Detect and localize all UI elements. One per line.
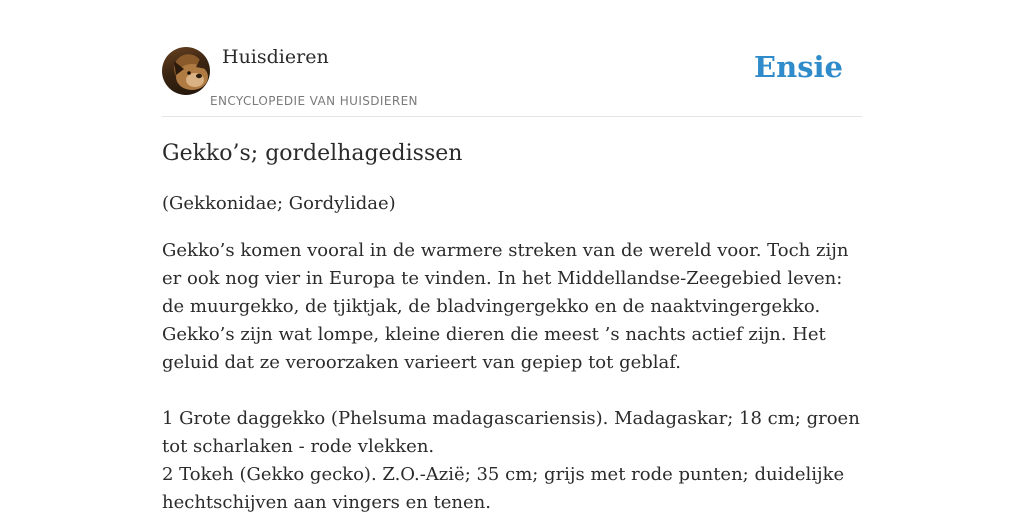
species-entry: 2 Tokeh (Gekko gecko). Z.O.-Azië; 35 cm; grijs met rode punten; duidelijke hechtschijven aan vingers en tenen.: [162, 464, 845, 512]
dog-photo-icon: [162, 47, 210, 95]
brand-logo[interactable]: Ensie: [754, 50, 843, 84]
article-title: Gekko’s; gordelhagedissen: [162, 141, 463, 166]
species-list: [162, 405, 862, 512]
category-avatar[interactable]: [162, 47, 210, 95]
site-subtitle: ENCYCLOPEDIE VAN HUISDIEREN: [210, 94, 418, 108]
article: [162, 138, 862, 512]
site-title[interactable]: Huisdieren: [222, 46, 329, 68]
site-header: [162, 0, 862, 117]
species-entry: 1 Grote daggekko (Phelsuma madagascariensis). Madagaskar; 18 cm; groen tot scharlaken - rode vlekken.: [162, 408, 860, 457]
article-body: Gekko’s komen vooral in de warmere streken van de wereld voor. Toch zijn er ook nog vier in Europa te vinden. In het Middellandse-Zeegebied leven: de muurgekko, de tjiktjak, de bladvingergekko en de naaktvingergekko. Gekko’s zijn wat lompe, kleine dieren die meest ’s nachts actief zijn. Het geluid dat ze veroorzaken varieert van gepiep tot geblaf.: [162, 240, 849, 373]
article-latin-names: (Gekkonidae; Gordylidae): [162, 193, 396, 214]
